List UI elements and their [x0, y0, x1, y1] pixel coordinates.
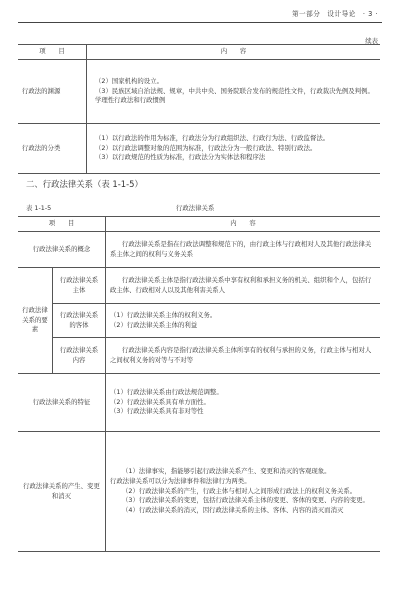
main-row-content: [106, 374, 381, 432]
content-line: （1）法律事实，指能够引起行政法律关系产生、变更和消灭的客观现象。: [122, 467, 331, 476]
content-line: （1）以行政法的作用为标准，行政法分为行政组织法、行政行为法、行政监督法。: [95, 134, 330, 143]
content-line: （1）行政法律关系由行政法规范调整。: [110, 388, 223, 397]
main-table-head-content: 内 容: [106, 217, 381, 232]
top-table-head-content: 内 容: [87, 45, 381, 60]
content-line: （2）国家机构的设立。: [95, 77, 163, 86]
content-line: （1）行政法律关系主体的权利义务。: [110, 310, 217, 319]
content-line: （3）行政法律关系的变更，包括行政法律关系主体的变更、客体的变更、内容的变更。: [122, 496, 369, 505]
content-paragraph: 行政法律关系主体是指行政法律关系中享有权利和承担义务的机关、组织和个人，包括行政主体、行政相对人以及其他利害关系人: [110, 275, 372, 294]
main-row-item: 行政法律关系主体: [53, 268, 106, 304]
main-table: [18, 216, 380, 552]
content-line: （2）行政法律关系主体的利益: [110, 320, 198, 329]
top-table-head-item: 项 目: [18, 45, 87, 60]
content-line: （3）民族区域自治法规、规章，中共中央、国务院联合发布的规范性文件，行政裁决先例及判例。: [95, 86, 374, 95]
content-line: 行政法律关系可以分为法律事件和法律行为两类。: [110, 477, 251, 486]
content-line: （3）以行政规范的性质为标准，行政法分为实体法和程序法: [95, 153, 266, 162]
top-row-content: [87, 124, 381, 174]
main-row-item: 行政法律关系的产生、变更和消灭: [18, 432, 106, 552]
main-row-item: 行政法律关系的概念: [18, 232, 106, 268]
top-row-content: [87, 60, 381, 124]
main-row-item: 行政法律关系的客体: [53, 304, 106, 338]
main-row-item: 行政法律关系内容: [53, 338, 106, 374]
main-row-group: 行政法律关系的要素: [18, 268, 53, 374]
content-line: （2）行政法律关系具有单方面性。: [110, 397, 210, 406]
continued-label: 续表: [365, 37, 378, 45]
content-line: （2）行政法律关系的产生，行政主体与相对人之间形成行政法上的权利义务关系。: [122, 486, 357, 495]
header-rule: [18, 22, 382, 23]
top-row-item: 行政法的渊源: [18, 60, 87, 124]
main-row-item: 行政法律关系的特征: [18, 374, 106, 432]
top-table: [18, 44, 380, 174]
content-line: 学理性行政法和行政惯例: [95, 96, 166, 105]
content-line: （3）行政法律关系具有非对等性: [110, 407, 204, 416]
main-row-content: [106, 268, 381, 304]
main-row-content: [106, 338, 381, 374]
main-row-content: [106, 432, 381, 552]
content-line: （2）以行政法调整对象的范围为标准，行政法分为一般行政法、特别行政法。: [95, 143, 317, 152]
table-title: 行政法律关系: [176, 204, 215, 212]
section-title: 二、行政法律关系（表 1-1-5）: [26, 179, 143, 189]
content-paragraph: 行政法律关系内容是指行政法律关系主体所享有的权利与承担的义务，行政主体与相对人之间权利义务的对等与不对等: [110, 345, 372, 364]
table-label: 表 1-1-5: [26, 204, 52, 212]
main-row-content: [106, 304, 381, 338]
content-line: （4）行政法律关系的消灭，因行政法律关系的主体、客体、内容的消灭而消灭: [122, 505, 344, 514]
main-table-head-item: 项 目: [18, 217, 106, 232]
running-head: 第一部分 设计导论 · 3 ·: [291, 10, 378, 18]
main-row-content: [106, 232, 381, 268]
top-row-item: 行政法的分类: [18, 124, 87, 174]
content-paragraph: 行政法律关系是指在行政法调整和规范下的，由行政主体与行政相对人及其他行政法律关系主体之间的权利与义务关系: [110, 239, 372, 258]
